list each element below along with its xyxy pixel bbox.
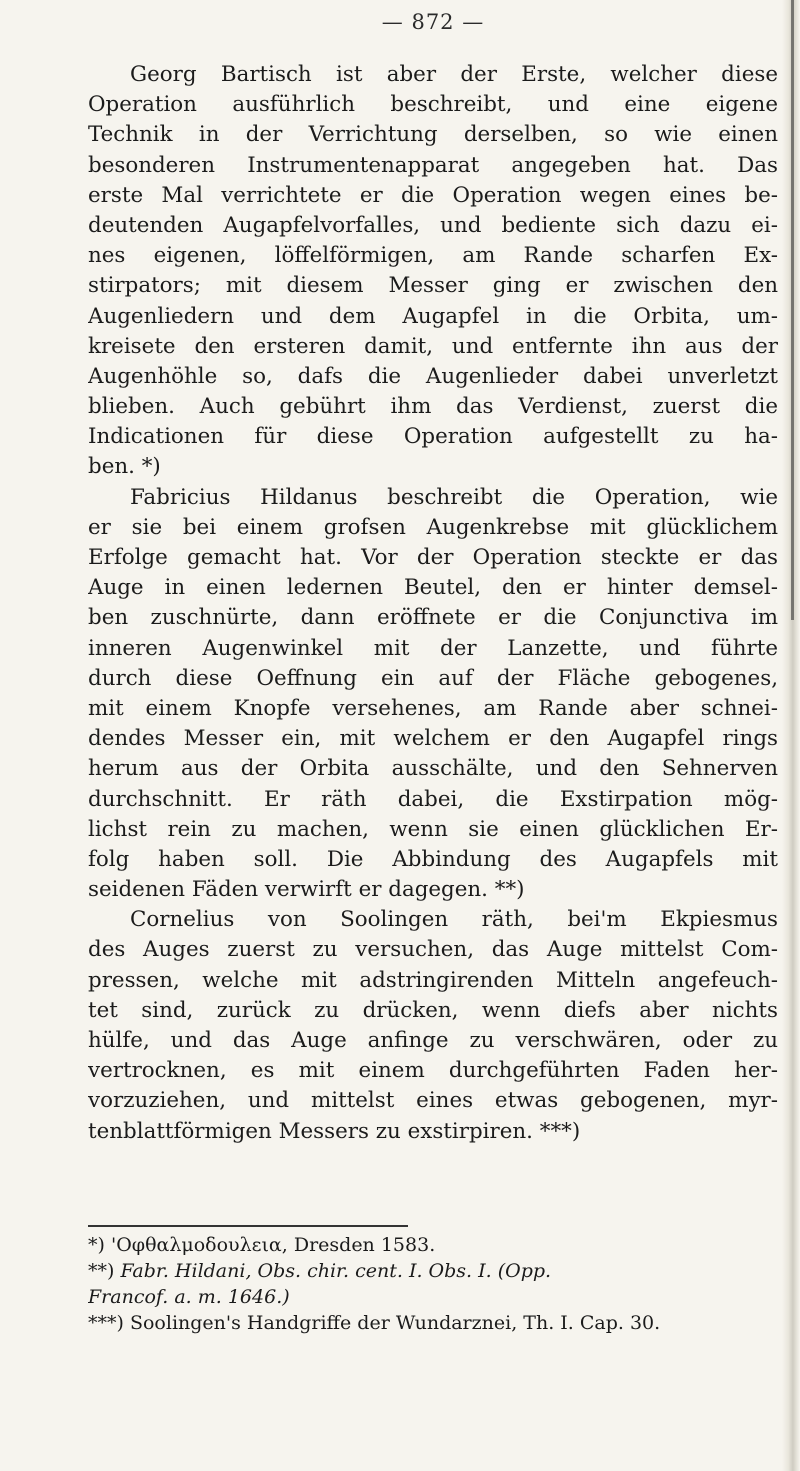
text-line: er sie bei einem grofsen Augenkrebse mit glücklichem	[88, 514, 778, 540]
text-line: ben zuschnürte, dann eröffnete er die Conjunctiva im	[88, 605, 778, 631]
text-line: durch diese Oeffnung ein auf der Fläche gebogenes,	[88, 665, 778, 691]
text-line: erste Mal verrichtete er die Operation wegen eines be-	[88, 182, 778, 208]
footnotes	[88, 1232, 778, 1336]
footnote-mark: *)	[88, 1234, 105, 1256]
text-line: des Auges zuerst zu versuchen, das Auge mittelst Com-	[88, 937, 778, 963]
text-line: blieben. Auch gebührt ihm das Verdienst, zuerst die	[88, 394, 778, 420]
text-line: kreisete den ersteren damit, und entfernte ihn aus der	[88, 333, 778, 359]
text-line: Technik in der Verrichtung derselben, so wie einen	[88, 122, 778, 148]
text-line: Operation ausführlich beschreibt, und eine eigene	[88, 92, 778, 118]
footnote-text: Fabr. Hildani, Obs. chir. cent. I. Obs. I. (Opp.	[120, 1260, 552, 1282]
text-line: folg haben soll. Die Abbindung des Augapfels mit	[88, 846, 778, 872]
text-line: vorzuziehen, und mittelst eines etwas gebogenen, myr-	[88, 1088, 778, 1114]
text-line: stirpators; mit diesem Messer ging er zwischen den	[88, 273, 778, 299]
binding-edge-line	[791, 0, 794, 620]
text-line: Georg Bartisch ist aber der Erste, welcher diese	[130, 62, 778, 87]
footnote-text: 'Οφθαλμοδουλεια, Dresden 1583.	[110, 1234, 436, 1256]
text-line: pressen, welche mit adstringirenden Mitteln angefeuch-	[88, 967, 778, 993]
text-line: seidenen Fäden verwirft er dagegen. **)	[88, 877, 525, 903]
text-line: inneren Augenwinkel mit der Lanzette, und führte	[88, 635, 778, 661]
text-line: Indicationen für diese Operation aufgestellt zu ha-	[88, 424, 778, 450]
text-line: durchschnitt. Er räth dabei, die Exstirpation mög-	[88, 786, 778, 812]
text-line: deutenden Augapfelvorfalles, und bediente sich dazu ei-	[88, 212, 778, 238]
text-line: besonderen Instrumentenapparat angegeben hat. Das	[88, 152, 778, 178]
text-line: ben. *)	[88, 454, 161, 480]
footnote-3	[88, 1310, 778, 1336]
footnote-2	[88, 1258, 778, 1284]
footnote-1	[88, 1232, 778, 1258]
footnote-mark: ***)	[88, 1312, 124, 1334]
footnote-2-continuation: Francof. a. m. 1646.)	[88, 1286, 290, 1308]
page-number: — 872 —	[381, 10, 485, 34]
text-line: Augenliedern und dem Augapfel in die Orbita, um-	[88, 303, 778, 329]
text-line: tenblattförmigen Messers zu exstirpiren. ***)	[88, 1118, 581, 1144]
footnote-divider	[88, 1225, 408, 1227]
text-line: mit einem Knopfe versehenes, am Rande aber schnei-	[88, 695, 778, 721]
footnote-text: Soolingen's Handgriffe der Wundarznei, Th. I. Cap. 30.	[129, 1312, 661, 1334]
text-line: dendes Messer ein, mit welchem er den Augapfel rings	[88, 726, 778, 752]
text-line: Erfolge gemacht hat. Vor der Operation steckte er das	[88, 545, 778, 570]
text-line: herum aus der Orbita ausschälte, und den Sehnerven	[88, 756, 778, 782]
text-line: Augenhöhle so, dafs die Augenlieder dabei unverletzt	[88, 363, 778, 389]
text-line: Fabricius Hildanus beschreibt die Operation, wie	[130, 484, 778, 510]
text-line: nes eigenen, löffelförmigen, am Rande scharfen Ex-	[88, 243, 778, 269]
text-line: tet sind, zurück zu drücken, wenn diefs aber nichts	[88, 997, 778, 1023]
text-line: vertrocknen, es mit einem durchgeführten Faden her-	[88, 1058, 778, 1084]
footnote-mark: **)	[88, 1260, 115, 1282]
text-line: lichst rein zu machen, wenn sie einen glücklichen Er-	[88, 816, 778, 842]
text-line: hülfe, und das Auge anfinge zu verschwären, oder zu	[88, 1028, 778, 1053]
text-line: Auge in einen ledernen Beutel, den er hinter demsel-	[88, 575, 778, 601]
body-text	[88, 60, 778, 1147]
text-line: Cornelius von Soolingen räth, bei'm Ekpiesmus	[130, 907, 778, 933]
